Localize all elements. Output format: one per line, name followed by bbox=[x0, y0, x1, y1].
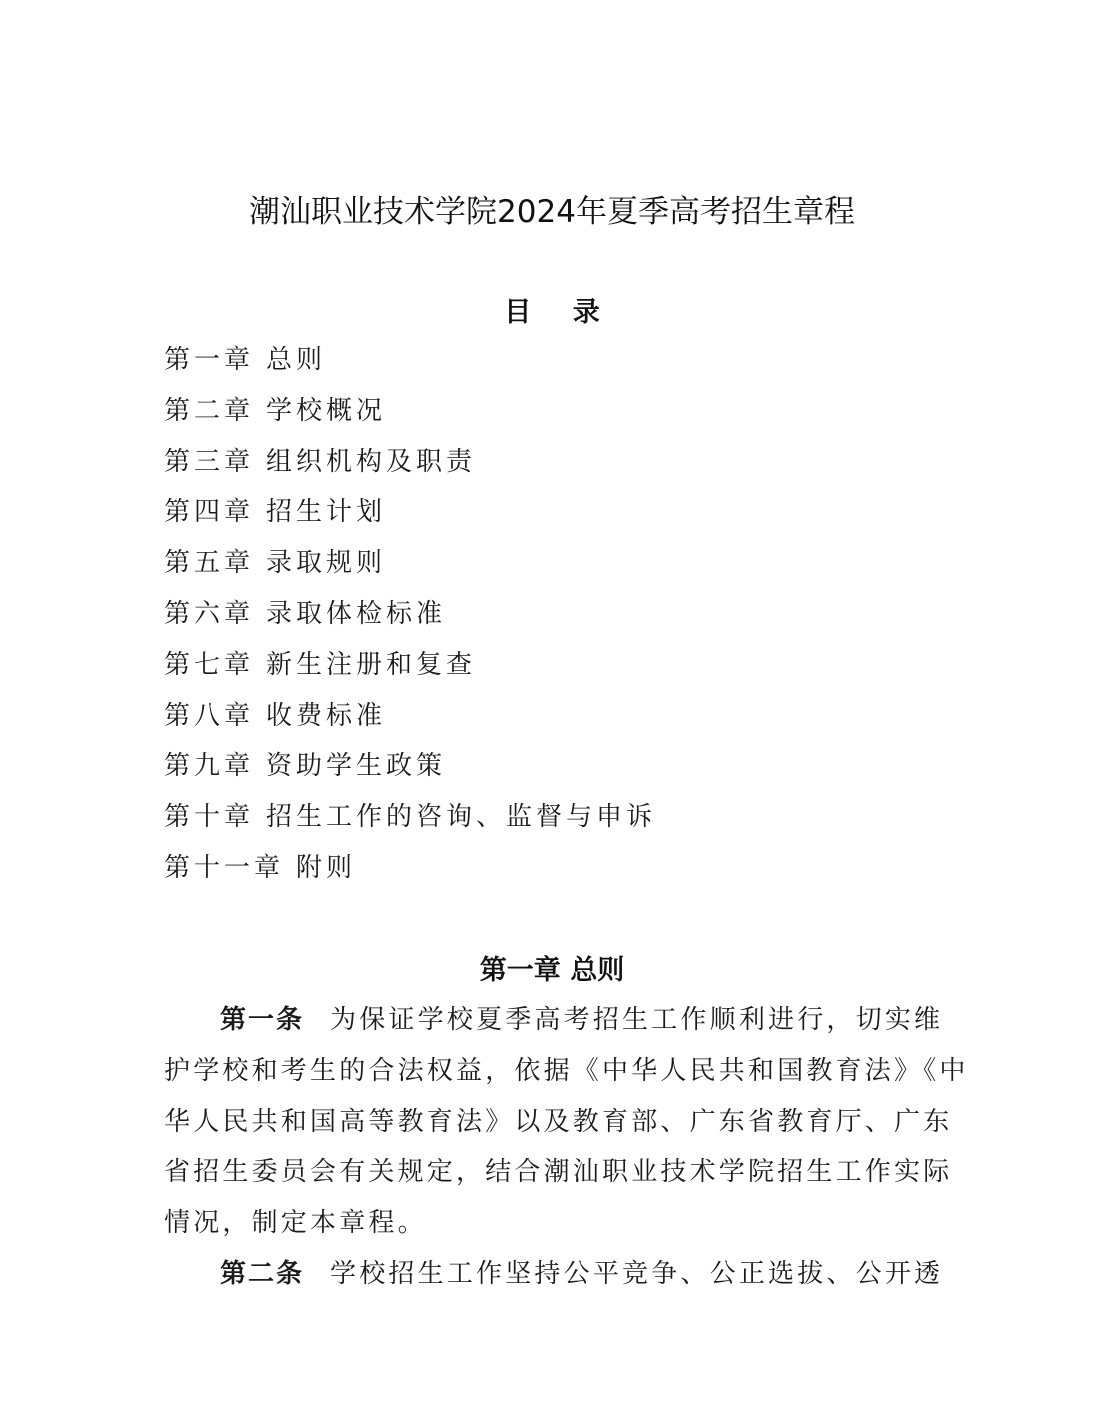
table-of-contents bbox=[164, 340, 656, 899]
toc-item-number: 第四章 bbox=[164, 497, 255, 528]
toc-item bbox=[164, 594, 656, 645]
toc-item-number: 第一章 bbox=[164, 345, 255, 375]
article-first-line bbox=[164, 1250, 954, 1301]
toc-item-number: 第七章 bbox=[164, 649, 255, 680]
toc-item bbox=[164, 645, 656, 696]
article-label: 第二条 bbox=[220, 1258, 305, 1289]
article-first-line bbox=[164, 996, 954, 1047]
toc-item-number: 第九章 bbox=[164, 751, 255, 782]
toc-item-number: 第十章 bbox=[164, 802, 255, 833]
article-text-line: 华人民共和国高等教育法》以及教育部、广东省教育厅、广东 bbox=[164, 1106, 953, 1137]
article-text-line: 护学校和考生的合法权益，依据《中华人民共和国教育法》《中 bbox=[164, 1055, 969, 1086]
toc-item-label: 组织机构及职责 bbox=[266, 446, 477, 477]
article-text: 学校招生工作坚持公平竞争、公正选拔、公开透 bbox=[330, 1258, 944, 1289]
toc-heading: 目 录 bbox=[504, 297, 616, 328]
article-text-line: 情况，制定本章程。 bbox=[164, 1208, 427, 1239]
toc-item-label: 录取规则 bbox=[266, 548, 387, 579]
toc-item-number: 第十一章 bbox=[164, 852, 285, 883]
toc-item bbox=[164, 746, 656, 797]
toc-item-label: 收费标准 bbox=[266, 700, 387, 731]
article-text: 为保证学校夏季高考招生工作顺利进行，切实维 bbox=[330, 1005, 944, 1035]
toc-item-number: 第二章 bbox=[164, 395, 255, 426]
toc-item-number: 第三章 bbox=[164, 446, 255, 477]
document-title: 潮汕职业技术学院2024年夏季高考招生章程 bbox=[249, 194, 855, 230]
article-label: 第一条 bbox=[220, 1005, 305, 1035]
toc-item-label: 总则 bbox=[266, 345, 327, 375]
toc-item-label: 招生工作的咨询、监督与申诉 bbox=[266, 802, 657, 833]
toc-item-label: 附则 bbox=[296, 852, 357, 883]
toc-item bbox=[164, 391, 656, 442]
toc-item-number: 第五章 bbox=[164, 548, 255, 579]
toc-item bbox=[164, 543, 656, 594]
article-text-line: 省招生委员会有关规定，结合潮汕职业技术学院招生工作实际 bbox=[164, 1157, 953, 1188]
toc-item bbox=[164, 492, 656, 543]
toc-item bbox=[164, 848, 656, 899]
toc-item-label: 招生计划 bbox=[266, 497, 387, 528]
toc-item-label: 新生注册和复查 bbox=[266, 649, 477, 680]
toc-item-number: 第六章 bbox=[164, 598, 255, 629]
toc-item-number: 第八章 bbox=[164, 700, 255, 731]
toc-item bbox=[164, 442, 656, 493]
toc-item-label: 学校概况 bbox=[266, 395, 387, 426]
toc-item bbox=[164, 340, 656, 391]
toc-item bbox=[164, 696, 656, 747]
toc-item-label: 资助学生政策 bbox=[266, 751, 447, 782]
toc-item bbox=[164, 797, 656, 848]
chapter-heading: 第一章 总则 bbox=[479, 955, 625, 986]
toc-item-label: 录取体检标准 bbox=[266, 598, 447, 629]
chapter-body bbox=[164, 996, 969, 1301]
